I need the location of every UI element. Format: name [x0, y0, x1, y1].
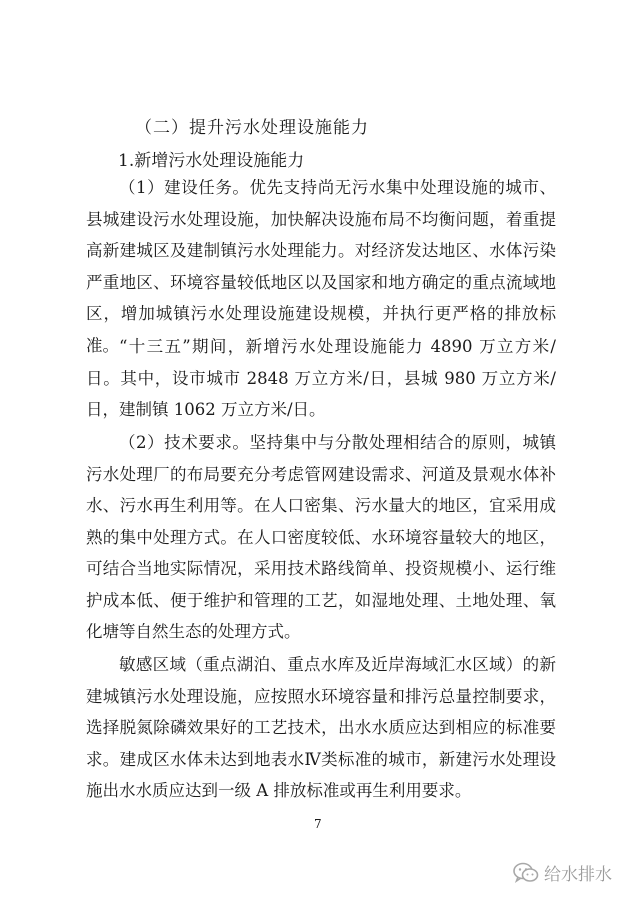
section-heading: （二）提升污水处理设施能力 — [135, 118, 369, 138]
paragraph-capacity-figures: “十三五”期间，新增污水处理设施能力 4890 万立方米/日。其中，设市城市 2848 万立方米/日，县城 980 万立方米/日，建制镇 1062 万立方米/日。 — [86, 337, 556, 419]
paragraph-construction-task: （1）建设任务。优先支持尚无污水集中处理设施的城市、县城建设污水处理设施，加快解决设施布局不均衡问题，着重提高新建城区及建制镇污水处理能力。对经济发达地区、水体污染严重地区、环境容量较低地区以及国家和地方确定的重点流域地区，增加城镇污水处理设施建设规模，并执行更严格的排放标准。 — [86, 178, 556, 355]
wechat-icon — [512, 861, 540, 885]
page-number: 7 — [314, 817, 322, 831]
sub-heading: 1.新增污水处理设施能力 — [118, 151, 305, 171]
paragraph-sensitive-areas: 敏感区域（重点湖泊、重点水库及近岸海域汇水区域）的新建城镇污水处理设施，应按照水环境容量和排污总量控制要求，选择脱氮除磷效果好的工艺技术，出水水质应达到相应的标准要求。建成区水体未达到地表水Ⅳ类标准的城市，新建污水处理设施出水水质应达到一级 A 排放标准或再生利用要求。 — [86, 655, 556, 800]
paragraph-technical-requirements: （2）技术要求。坚持集中与分散处理相结合的原则，城镇污水处理厂的布局要充分考虑管网建设需求、河道及景观水体补水、污水再生利用等。在人口密集、污水量大的地区，宜采用成熟的集中处理方式。在人口密度较低、水环境容量较大的地区，可结合当地实际情况，采用技术路线简单、投资规模小、运行维护成本低、便于维护和管理的工艺，如湿地处理、土地处理、氧化塘等自然生态的处理方式。 — [86, 433, 556, 641]
watermark — [512, 860, 612, 885]
watermark-text: 给水排水 — [544, 865, 612, 885]
